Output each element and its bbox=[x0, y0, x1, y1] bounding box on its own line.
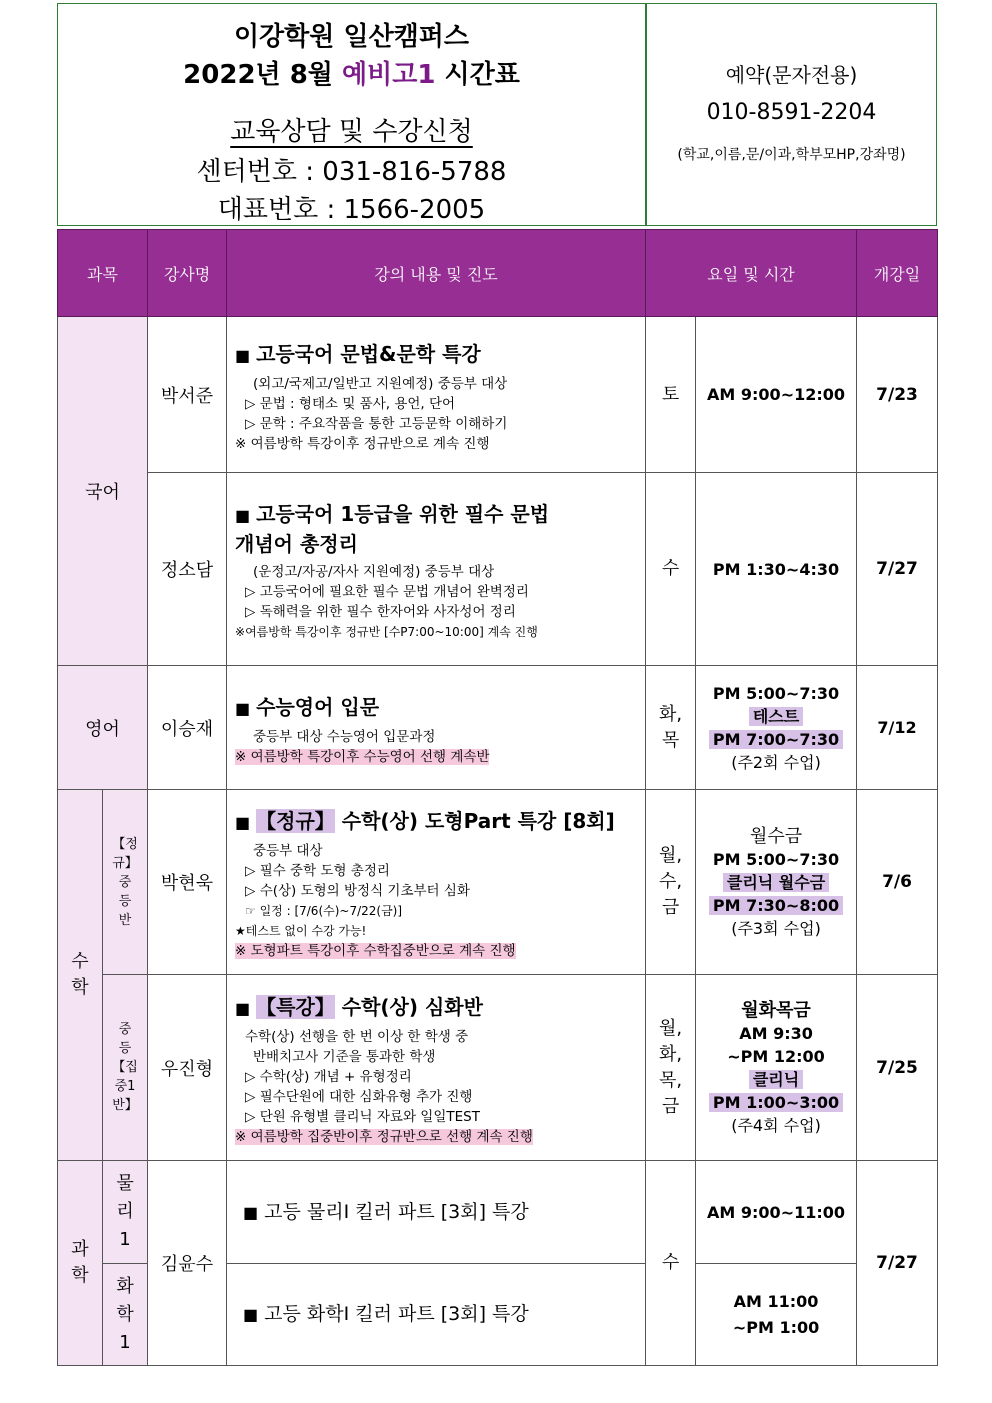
course-line: ▷ 필수단원에 대한 심화유형 추가 진행 bbox=[245, 1088, 473, 1105]
course-line: ▷ 수(상) 도형의 방정식 기초부터 심화 bbox=[245, 883, 470, 899]
subclass-char: 중 bbox=[118, 1022, 132, 1037]
course-time bbox=[696, 1264, 857, 1366]
course-line: 중등부 대상 bbox=[253, 843, 323, 859]
course-title-text: 고등국어 문법&문학 특강 bbox=[256, 341, 481, 366]
subclass-char: 규】 bbox=[112, 855, 138, 871]
bullet-icon: ■ bbox=[235, 698, 251, 718]
course-title-cont: 개념어 총정리 bbox=[235, 532, 358, 556]
course-line: ▷ 고등국어에 필요한 필수 문법 개념어 완벽정리 bbox=[245, 584, 529, 600]
reserve-phone: 010-8591-2204 bbox=[706, 100, 877, 125]
bullet-icon: ■ bbox=[243, 1305, 259, 1324]
subject-char: 수 bbox=[71, 951, 89, 972]
consult-heading bbox=[58, 111, 645, 148]
course-line: (운정고/자공/자사 지원예정) 중등부 대상 bbox=[253, 564, 495, 580]
course-note: ※ 여름방학 특강이후 수능영어 선행 계속반 bbox=[235, 748, 490, 765]
course-content bbox=[227, 473, 646, 666]
subclass-char: 물 bbox=[116, 1173, 134, 1194]
time-line: PM 5:00~7:30 bbox=[712, 849, 840, 869]
subclass-char: 1 bbox=[119, 1331, 131, 1353]
course-day bbox=[646, 975, 696, 1161]
bullet-icon: ■ bbox=[243, 1202, 259, 1222]
teacher-name: 박현욱 bbox=[148, 790, 227, 975]
course-day: 수 bbox=[646, 1161, 696, 1366]
course-line: ▷ 단원 유형별 클리닉 자료와 일일TEST bbox=[245, 1108, 480, 1125]
course-content bbox=[227, 1264, 646, 1366]
col-subject: 과목 bbox=[58, 230, 148, 317]
course-day bbox=[646, 790, 696, 975]
table-row bbox=[58, 666, 938, 790]
subclass-char: 리 bbox=[116, 1201, 134, 1222]
start-date: 7/25 bbox=[857, 975, 938, 1161]
course-note: ※ 도형파트 특강이후 수학집중반으로 계속 진행 bbox=[235, 943, 516, 959]
time-line: PM 5:00~7:30 bbox=[712, 683, 840, 703]
course-tag: 【특강】 bbox=[256, 994, 335, 1019]
table-row bbox=[58, 790, 938, 975]
subject-science bbox=[58, 1161, 103, 1366]
table-row bbox=[58, 473, 938, 666]
course-title-text: 고등 화학Ⅰ 킬러 파트 [3회] 특강 bbox=[264, 1303, 529, 1325]
time-line: PM 7:30~8:00 bbox=[709, 896, 843, 915]
subclass-physics bbox=[103, 1161, 148, 1264]
time-line: PM 7:00~7:30 bbox=[709, 730, 843, 749]
course-title bbox=[243, 1198, 645, 1227]
schedule-title-highlight: 예비고1 bbox=[341, 60, 436, 90]
table-row bbox=[58, 975, 938, 1161]
reserve-note: (학교,이름,문/이과,학부모HP,강좌명) bbox=[677, 147, 906, 163]
day-line: 화, bbox=[658, 703, 683, 725]
course-line: ★테스트 없이 수강 가능! bbox=[235, 924, 367, 938]
subclass-char: 화 bbox=[116, 1275, 134, 1297]
weekly-count: (주2회 수업) bbox=[731, 752, 821, 772]
reserve-label: 예약(문자전용) bbox=[725, 63, 858, 87]
subclass-char: 반 bbox=[118, 912, 132, 928]
table-row bbox=[58, 1161, 938, 1264]
course-title-text: 고등국어 1등급을 위한 필수 문법 bbox=[256, 502, 550, 526]
bullet-icon: ■ bbox=[235, 506, 251, 525]
course-line: ▷ 필수 중학 도형 총정리 bbox=[245, 863, 390, 879]
clinic-label: 클리닉 bbox=[749, 1070, 803, 1089]
subclass-char: 등 bbox=[118, 1041, 132, 1056]
course-day: 수 bbox=[646, 473, 696, 666]
subclass-char: 【정 bbox=[112, 836, 138, 852]
subject-char: 과 bbox=[71, 1239, 89, 1260]
time-line: PM 1:00~3:00 bbox=[709, 1093, 843, 1112]
course-note: ※ 여름방학 특강이후 정규반으로 계속 진행 bbox=[235, 435, 490, 452]
course-title bbox=[235, 993, 645, 1023]
timetable bbox=[57, 229, 938, 1366]
table-header-row bbox=[58, 230, 938, 317]
course-line: ▷ 수학(상) 개념 + 유형정리 bbox=[245, 1068, 412, 1085]
teacher-name: 김윤수 bbox=[148, 1161, 227, 1366]
teacher-name: 이승재 bbox=[148, 666, 227, 790]
course-time: PM 1:30~4:30 bbox=[696, 473, 857, 666]
course-content bbox=[227, 790, 646, 975]
teacher-name: 정소담 bbox=[148, 473, 227, 666]
subclass-char: 반】 bbox=[112, 1098, 138, 1113]
weekly-count: (주3회 수업) bbox=[731, 918, 821, 938]
course-time: AM 9:00~12:00 bbox=[696, 317, 857, 473]
subclass-char: 【집 bbox=[112, 1060, 138, 1075]
schedule-title bbox=[58, 54, 645, 91]
center-phone: 센터번호 : 031-816-5788 bbox=[196, 157, 507, 187]
course-line: 반배치고사 기준을 통과한 학생 bbox=[253, 1048, 436, 1065]
col-teacher: 강사명 bbox=[148, 230, 227, 317]
day-line: 월, bbox=[658, 1017, 683, 1039]
course-title-text: 고등 물리Ⅰ 킬러 파트 [3회] 특강 bbox=[264, 1200, 529, 1223]
main-phone: 대표번호 : 1566-2005 bbox=[217, 195, 486, 225]
time-line: 월수금 bbox=[749, 825, 803, 847]
course-note: ※ 여름방학 집중반이후 정규반으로 선행 계속 진행 bbox=[235, 1128, 533, 1145]
day-line: 화, bbox=[658, 1043, 683, 1065]
subclass-char: 학 bbox=[116, 1303, 134, 1325]
day-line: 금 bbox=[661, 1095, 680, 1117]
course-line: 수학(상) 선행을 한 번 이상 한 학생 중 bbox=[245, 1028, 469, 1045]
course-title bbox=[235, 500, 645, 530]
course-title bbox=[235, 807, 645, 837]
course-title-text: 수능영어 입문 bbox=[256, 694, 380, 719]
subclass-char: 등 bbox=[118, 893, 132, 909]
course-day: 토 bbox=[646, 317, 696, 473]
bullet-icon: ■ bbox=[235, 813, 251, 832]
course-line: (외고/국제고/일반고 지원예정) 중등부 대상 bbox=[253, 375, 508, 392]
day-line: 목, bbox=[658, 1069, 683, 1091]
course-title-text: 수학(상) 도형Part 특강 [8회] bbox=[341, 809, 615, 833]
course-line: ☞ 일정 : [7/6(수)~7/22(금)] bbox=[245, 904, 403, 918]
day-line: 금 bbox=[661, 897, 680, 918]
subject-math bbox=[58, 790, 103, 1161]
table-row bbox=[58, 317, 938, 473]
bullet-icon: ■ bbox=[235, 998, 251, 1018]
subclass-char: 중1 bbox=[114, 1079, 136, 1094]
subject-english: 영어 bbox=[58, 666, 148, 790]
header-left-box bbox=[57, 3, 646, 226]
subclass-char: 중 bbox=[118, 874, 132, 890]
day-line: 월, bbox=[658, 845, 683, 866]
course-line: 중등부 대상 수능영어 입문과정 bbox=[253, 728, 436, 745]
course-line: ▷ 문학 : 주요작품을 통한 고등문학 이해하기 bbox=[245, 415, 508, 432]
schedule-title-pre: 2022년 8월 bbox=[183, 60, 342, 90]
col-day-time: 요일 및 시간 bbox=[646, 230, 857, 317]
course-time bbox=[696, 666, 857, 790]
subclass-chemistry bbox=[103, 1264, 148, 1366]
weekly-count: (주4회 수업) bbox=[731, 1115, 821, 1135]
day-line: 수, bbox=[658, 871, 683, 892]
course-line: ▷ 문법 : 형태소 및 품사, 용언, 단어 bbox=[245, 395, 456, 412]
subclass-regular bbox=[103, 790, 148, 975]
course-content bbox=[227, 975, 646, 1161]
course-title bbox=[235, 693, 645, 723]
time-line: AM 11:00 bbox=[733, 1291, 819, 1311]
course-title-text: 수학(상) 심화반 bbox=[341, 994, 483, 1019]
subclass-intensive bbox=[103, 975, 148, 1161]
time-line: 월화목금 bbox=[741, 999, 811, 1021]
subject-char: 학 bbox=[71, 1265, 89, 1286]
course-tag: 【정규】 bbox=[256, 809, 335, 833]
schedule-title-post: 시간표 bbox=[435, 60, 520, 90]
course-title bbox=[243, 1300, 645, 1329]
header-right-box bbox=[646, 3, 937, 226]
course-time bbox=[696, 790, 857, 975]
course-time bbox=[696, 975, 857, 1161]
course-content bbox=[227, 1161, 646, 1264]
start-date: 7/23 bbox=[857, 317, 938, 473]
course-note: ※여름방학 특강이후 정규반 [수P7:00~10:00] 계속 진행 bbox=[235, 625, 538, 639]
test-label: 테스트 bbox=[749, 707, 803, 726]
start-date: 7/27 bbox=[857, 1161, 938, 1366]
course-content bbox=[227, 666, 646, 790]
course-day bbox=[646, 666, 696, 790]
col-start-date: 개강일 bbox=[857, 230, 938, 317]
start-date: 7/12 bbox=[857, 666, 938, 790]
col-content: 강의 내용 및 진도 bbox=[227, 230, 646, 317]
start-date: 7/6 bbox=[857, 790, 938, 975]
subject-korean: 국어 bbox=[58, 317, 148, 666]
day-line: 목 bbox=[661, 729, 680, 751]
academy-title: 이강학원 일산캠퍼스 bbox=[233, 22, 470, 52]
course-line: ▷ 독해력을 위한 필수 한자어와 사자성어 정리 bbox=[245, 604, 516, 620]
course-content bbox=[227, 317, 646, 473]
teacher-name: 우진형 bbox=[148, 975, 227, 1161]
time-line: ~PM 1:00 bbox=[732, 1317, 820, 1337]
subject-char: 학 bbox=[71, 977, 89, 998]
clinic-label: 클리닉 월수금 bbox=[723, 873, 829, 892]
time-line: AM 9:30 bbox=[739, 1023, 813, 1043]
course-title bbox=[235, 340, 645, 370]
start-date: 7/27 bbox=[857, 473, 938, 666]
course-time: AM 9:00~11:00 bbox=[696, 1161, 857, 1264]
bullet-icon: ■ bbox=[235, 345, 251, 365]
teacher-name: 박서준 bbox=[148, 317, 227, 473]
time-line: ~PM 12:00 bbox=[727, 1046, 825, 1066]
consult-text: 교육상담 및 수강신청 bbox=[230, 117, 473, 147]
subclass-char: 1 bbox=[119, 1229, 131, 1250]
